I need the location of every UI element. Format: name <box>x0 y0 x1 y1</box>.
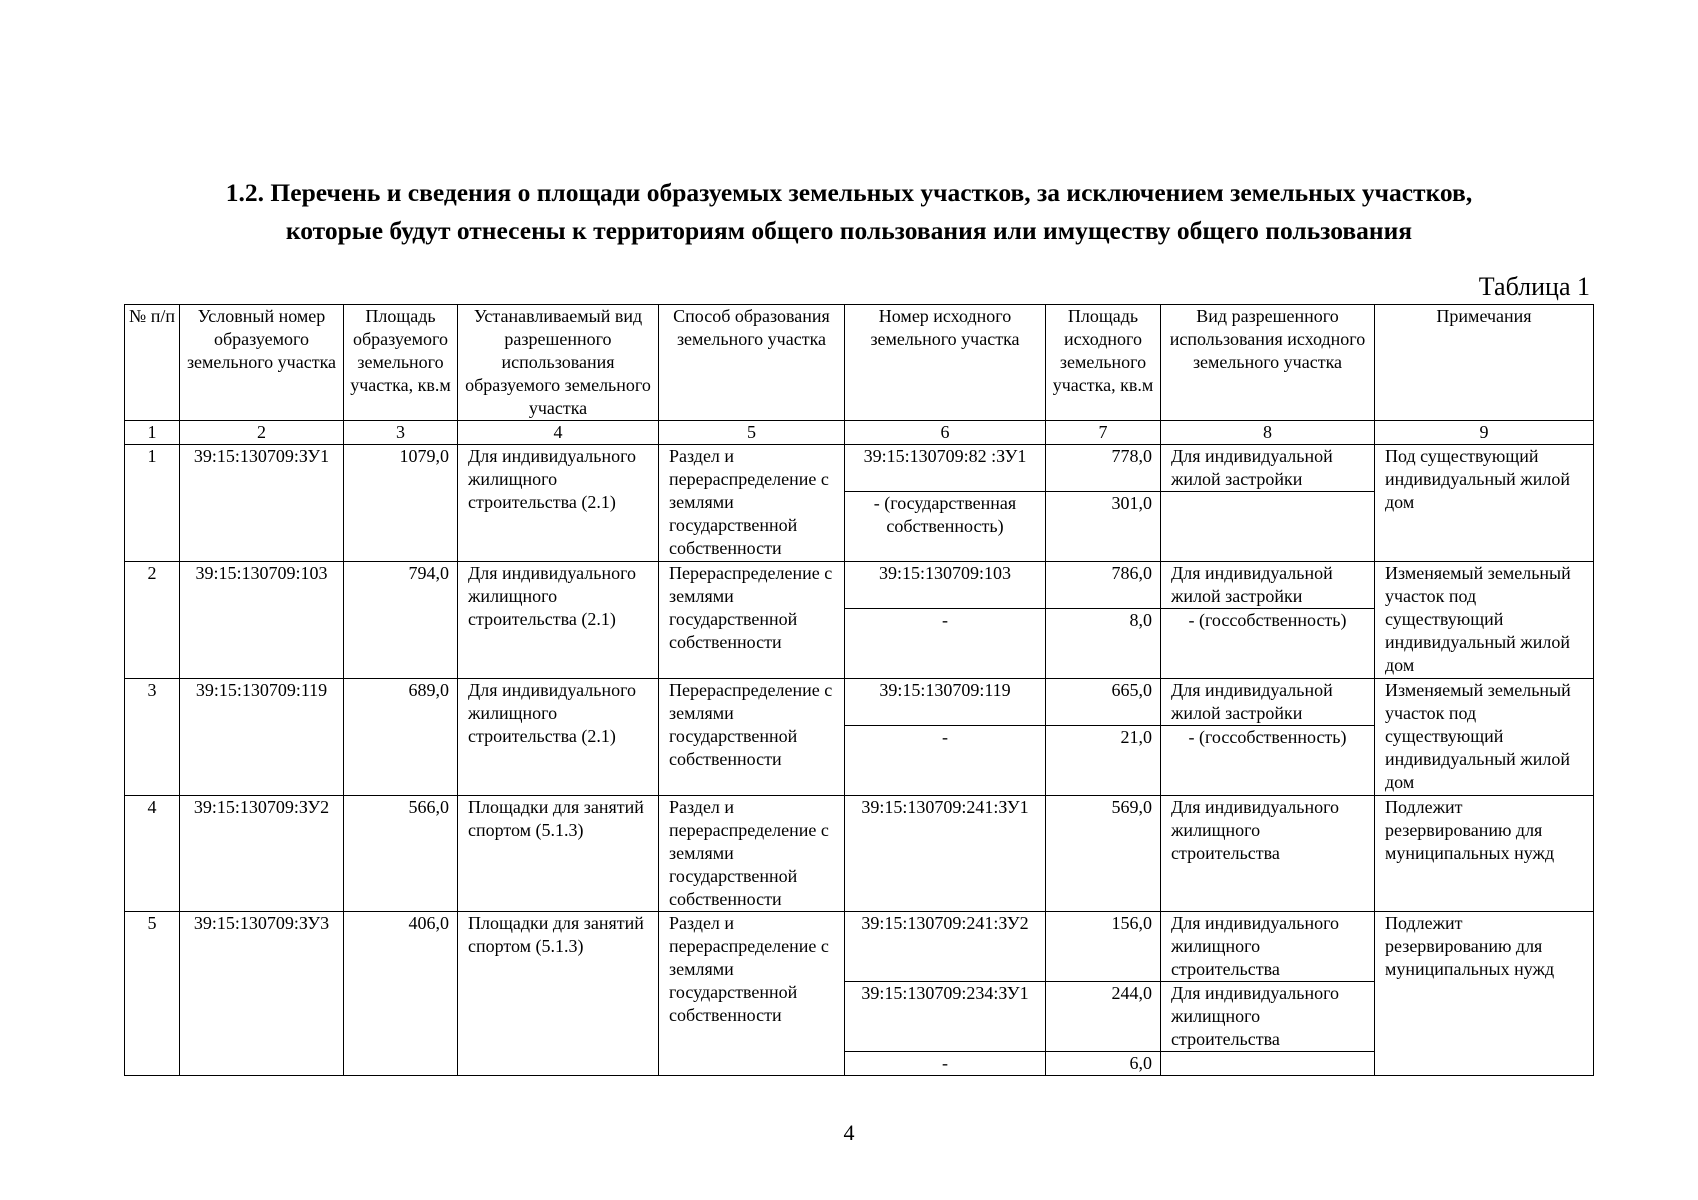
plot-area: 406,0 <box>344 912 458 1076</box>
column-header: Способ образования земельного участка <box>659 305 845 421</box>
source-use: Для индивидуальной жилой застройки <box>1161 562 1375 609</box>
table-row <box>125 445 1594 492</box>
row-number: 5 <box>125 912 180 1076</box>
column-number-row <box>125 421 1594 445</box>
source-plot-id: 39:15:130709:234:ЗУ1 <box>845 982 1046 1052</box>
source-use: Для индивидуальной жилой застройки <box>1161 445 1375 492</box>
source-plot-id: 39:15:130709:119 <box>845 679 1046 726</box>
source-plot-id: 39:15:130709:241:ЗУ2 <box>845 912 1046 982</box>
page-heading <box>0 174 1698 250</box>
source-area: 301,0 <box>1046 492 1161 562</box>
table-row <box>125 912 1594 982</box>
page-number: 4 <box>843 1120 855 1145</box>
note: Изменяемый земельный участок под существующий индивидуальный жилой дом <box>1375 679 1594 796</box>
source-use: Для индивидуального жилищного строительства <box>1161 796 1375 912</box>
row-number: 2 <box>125 562 180 679</box>
source-use <box>1161 1052 1375 1076</box>
plot-area: 689,0 <box>344 679 458 796</box>
column-number: 4 <box>458 421 659 445</box>
row-number: 4 <box>125 796 180 912</box>
column-header: Примечания <box>1375 305 1594 421</box>
column-number: 1 <box>125 421 180 445</box>
row-number: 3 <box>125 679 180 796</box>
note: Подлежит резервированию для муниципальных нужд <box>1375 912 1594 1076</box>
source-plot-id: - <box>845 609 1046 679</box>
source-use <box>1161 492 1375 562</box>
note: Подлежит резервированию для муниципальных нужд <box>1375 796 1594 912</box>
column-number: 3 <box>344 421 458 445</box>
source-area: 244,0 <box>1046 982 1161 1052</box>
formation-method: Раздел и перераспределение с землями государственной собственности <box>659 445 845 562</box>
plot-id: 39:15:130709:ЗУ2 <box>180 796 344 912</box>
land-plots-table <box>124 304 1594 1076</box>
source-plot-id: - <box>845 1052 1046 1076</box>
plot-id: 39:15:130709:ЗУ1 <box>180 445 344 562</box>
plot-area: 566,0 <box>344 796 458 912</box>
source-area: 156,0 <box>1046 912 1161 982</box>
source-plot-id: 39:15:130709:241:ЗУ1 <box>845 796 1046 912</box>
source-use: - (госсобственность) <box>1161 609 1375 679</box>
column-header: Номер исходного земельного участка <box>845 305 1046 421</box>
column-header: Условный номер образуемого земельного участка <box>180 305 344 421</box>
formation-method: Раздел и перераспределение с землями государственной собственности <box>659 796 845 912</box>
source-area: 778,0 <box>1046 445 1161 492</box>
column-header: Вид разрешенного использования исходного земельного участка <box>1161 305 1375 421</box>
source-area: 665,0 <box>1046 679 1161 726</box>
source-area: 569,0 <box>1046 796 1161 912</box>
source-plot-id: 39:15:130709:82 :ЗУ1 <box>845 445 1046 492</box>
source-use: Для индивидуального жилищного строительства <box>1161 982 1375 1052</box>
permitted-use: Для индивидуального жилищного строительства (2.1) <box>458 562 659 679</box>
column-header: Площадь исходного земельного участка, кв.м <box>1046 305 1161 421</box>
table-row <box>125 679 1594 726</box>
table-row <box>125 562 1594 609</box>
plot-id: 39:15:130709:119 <box>180 679 344 796</box>
table-header-row <box>125 305 1594 421</box>
heading-line-2: которые будут отнесены к территориям общего пользования или имуществу общего пользования <box>285 216 1413 245</box>
source-plot-id: - (государственная собственность) <box>845 492 1046 562</box>
column-header: № п/п <box>125 305 180 421</box>
permitted-use: Для индивидуального жилищного строительства (2.1) <box>458 679 659 796</box>
table-row <box>125 796 1594 912</box>
table-caption: Таблица 1 <box>1478 272 1590 301</box>
formation-method: Раздел и перераспределение с землями государственной собственности <box>659 912 845 1076</box>
permitted-use: Площадки для занятий спортом (5.1.3) <box>458 796 659 912</box>
source-area: 8,0 <box>1046 609 1161 679</box>
formation-method: Перераспределение с землями государственной собственности <box>659 562 845 679</box>
column-number: 9 <box>1375 421 1594 445</box>
permitted-use: Для индивидуального жилищного строительства (2.1) <box>458 445 659 562</box>
column-header: Площадь образуемого земельного участка, кв.м <box>344 305 458 421</box>
column-number: 2 <box>180 421 344 445</box>
heading-line-1: 1.2. Перечень и сведения о площади образуемых земельных участков, за исключением земельных участков, <box>225 178 1473 207</box>
permitted-use: Площадки для занятий спортом (5.1.3) <box>458 912 659 1076</box>
plot-id: 39:15:130709:ЗУ3 <box>180 912 344 1076</box>
note: Под существующий индивидуальный жилой дом <box>1375 445 1594 562</box>
note: Изменяемый земельный участок под существующий индивидуальный жилой дом <box>1375 562 1594 679</box>
column-header: Устанавливаемый вид разрешенного использования образуемого земельного участка <box>458 305 659 421</box>
plot-area: 794,0 <box>344 562 458 679</box>
column-number: 7 <box>1046 421 1161 445</box>
plot-area: 1079,0 <box>344 445 458 562</box>
source-area: 6,0 <box>1046 1052 1161 1076</box>
source-use: - (госсобственность) <box>1161 726 1375 796</box>
column-number: 6 <box>845 421 1046 445</box>
column-number: 5 <box>659 421 845 445</box>
source-use: Для индивидуальной жилой застройки <box>1161 679 1375 726</box>
source-use: Для индивидуального жилищного строительства <box>1161 912 1375 982</box>
plot-id: 39:15:130709:103 <box>180 562 344 679</box>
formation-method: Перераспределение с землями государственной собственности <box>659 679 845 796</box>
source-area: 21,0 <box>1046 726 1161 796</box>
row-number: 1 <box>125 445 180 562</box>
source-area: 786,0 <box>1046 562 1161 609</box>
source-plot-id: 39:15:130709:103 <box>845 562 1046 609</box>
column-number: 8 <box>1161 421 1375 445</box>
source-plot-id: - <box>845 726 1046 796</box>
